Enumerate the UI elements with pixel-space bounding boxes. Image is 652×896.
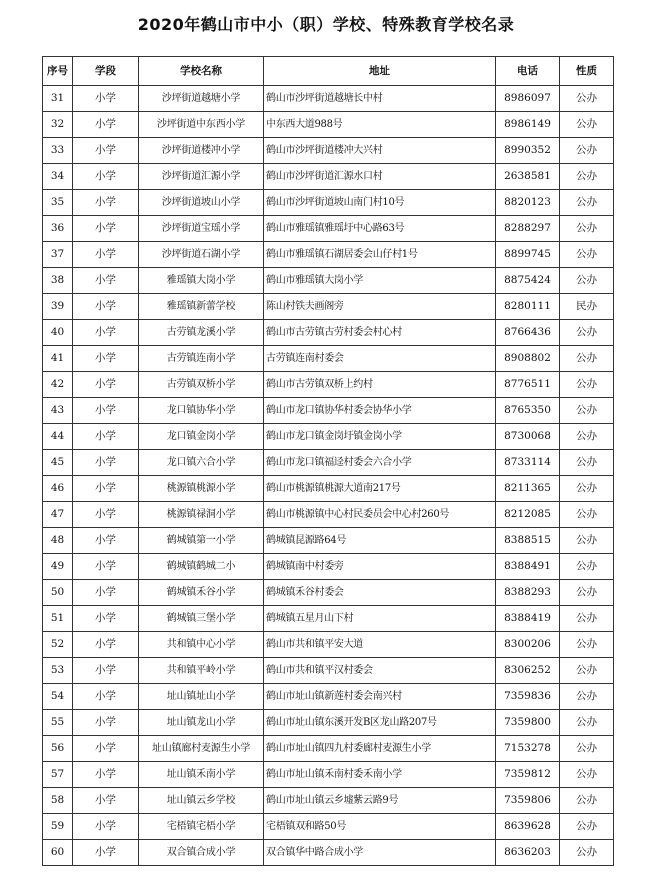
table-row: [43, 606, 614, 632]
row-seq: 58: [43, 788, 73, 814]
row-seq: 54: [43, 684, 73, 710]
row-address: 鹤山市龙口镇金岗圩镇金岗小学: [264, 424, 496, 450]
row-seq: 57: [43, 762, 73, 788]
row-address: 中东西大道988号: [264, 112, 496, 138]
row-seq: 48: [43, 528, 73, 554]
table-row: [43, 788, 614, 814]
row-phone: 8990352: [496, 138, 560, 164]
row-level: 小学: [73, 762, 139, 788]
row-nature: 公办: [560, 216, 614, 242]
row-level: 小学: [73, 424, 139, 450]
row-seq: 39: [43, 294, 73, 320]
row-school-name: 雅瑶镇新蕾学校: [139, 294, 264, 320]
row-address: 鹤山市共和镇平汉村委会: [264, 658, 496, 684]
row-phone: 8300206: [496, 632, 560, 658]
row-seq: 35: [43, 190, 73, 216]
header-school-name: 学校名称: [139, 57, 264, 86]
row-nature: 公办: [560, 268, 614, 294]
table-body: [43, 86, 614, 866]
row-address: 鹤山市址山镇云乡墟紫云路9号: [264, 788, 496, 814]
row-address: 鹤山市雅瑶镇石湖居委会山仔村1号: [264, 242, 496, 268]
row-seq: 56: [43, 736, 73, 762]
row-level: 小学: [73, 86, 139, 112]
row-nature: 公办: [560, 632, 614, 658]
row-level: 小学: [73, 190, 139, 216]
row-nature: 公办: [560, 814, 614, 840]
row-nature: 公办: [560, 164, 614, 190]
row-address: 鹤山市共和镇平安大道: [264, 632, 496, 658]
row-seq: 32: [43, 112, 73, 138]
row-seq: 36: [43, 216, 73, 242]
table-row: [43, 840, 614, 866]
row-seq: 45: [43, 450, 73, 476]
row-school-name: 桃源镇桃源小学: [139, 476, 264, 502]
row-level: 小学: [73, 840, 139, 866]
table-row: [43, 528, 614, 554]
row-nature: 公办: [560, 736, 614, 762]
page-title: 2020年鹤山市中小（职）学校、特殊教育学校名录: [137, 15, 515, 34]
table-row: [43, 86, 614, 112]
row-level: 小学: [73, 528, 139, 554]
table-row: [43, 554, 614, 580]
row-school-name: 共和镇平岭小学: [139, 658, 264, 684]
row-school-name: 桃源镇禄洞小学: [139, 502, 264, 528]
row-nature: 公办: [560, 190, 614, 216]
table-row: [43, 138, 614, 164]
row-nature: 公办: [560, 658, 614, 684]
row-school-name: 沙坪街道中东西小学: [139, 112, 264, 138]
row-nature: 公办: [560, 372, 614, 398]
row-school-name: 址山镇址山小学: [139, 684, 264, 710]
table-row: [43, 320, 614, 346]
row-phone: 7359836: [496, 684, 560, 710]
row-seq: 59: [43, 814, 73, 840]
row-level: 小学: [73, 164, 139, 190]
row-level: 小学: [73, 476, 139, 502]
row-nature: 公办: [560, 502, 614, 528]
row-phone: 8388515: [496, 528, 560, 554]
row-school-name: 龙口镇协华小学: [139, 398, 264, 424]
row-phone: 8388419: [496, 606, 560, 632]
row-seq: 43: [43, 398, 73, 424]
table-row: [43, 242, 614, 268]
row-phone: 8636203: [496, 840, 560, 866]
row-address: 双合镇华中路合成小学: [264, 840, 496, 866]
header-nature: 性质: [560, 57, 614, 86]
row-school-name: 址山镇龙山小学: [139, 710, 264, 736]
row-level: 小学: [73, 112, 139, 138]
row-phone: 8986149: [496, 112, 560, 138]
row-phone: 8875424: [496, 268, 560, 294]
row-phone: 8639628: [496, 814, 560, 840]
row-phone: 7359800: [496, 710, 560, 736]
row-address: 古劳镇连南村委会: [264, 346, 496, 372]
row-level: 小学: [73, 502, 139, 528]
row-seq: 34: [43, 164, 73, 190]
row-nature: 公办: [560, 476, 614, 502]
row-school-name: 沙坪街道石湖小学: [139, 242, 264, 268]
row-address: 鹤山市址山镇四九村委廊村麦源生小学: [264, 736, 496, 762]
row-level: 小学: [73, 710, 139, 736]
row-school-name: 龙口镇六合小学: [139, 450, 264, 476]
row-address: 鹤山市桃源镇中心村民委员会中心村260号: [264, 502, 496, 528]
school-directory-table: [42, 56, 614, 866]
table-row: [43, 736, 614, 762]
row-nature: 公办: [560, 528, 614, 554]
row-phone: 8776511: [496, 372, 560, 398]
row-level: 小学: [73, 554, 139, 580]
table-header-row: [43, 57, 614, 86]
table-row: [43, 424, 614, 450]
row-phone: 7359812: [496, 762, 560, 788]
row-school-name: 沙坪街道宝瑶小学: [139, 216, 264, 242]
row-seq: 31: [43, 86, 73, 112]
row-school-name: 鹤城镇鹤城二小: [139, 554, 264, 580]
row-nature: 公办: [560, 242, 614, 268]
row-address: 鹤山市沙坪街道楼冲大兴村: [264, 138, 496, 164]
row-nature: 公办: [560, 684, 614, 710]
row-nature: 公办: [560, 320, 614, 346]
header-seq: 序号: [43, 57, 73, 86]
row-school-name: 龙口镇金岗小学: [139, 424, 264, 450]
row-seq: 41: [43, 346, 73, 372]
row-phone: 8306252: [496, 658, 560, 684]
row-seq: 40: [43, 320, 73, 346]
row-address: 鹤山市桃源镇桃源大道南217号: [264, 476, 496, 502]
row-level: 小学: [73, 346, 139, 372]
row-phone: 8211365: [496, 476, 560, 502]
row-seq: 42: [43, 372, 73, 398]
row-phone: 7359806: [496, 788, 560, 814]
row-nature: 公办: [560, 710, 614, 736]
table-row: [43, 346, 614, 372]
row-phone: 8765350: [496, 398, 560, 424]
row-nature: 公办: [560, 554, 614, 580]
row-seq: 37: [43, 242, 73, 268]
row-seq: 46: [43, 476, 73, 502]
row-phone: 8212085: [496, 502, 560, 528]
row-seq: 60: [43, 840, 73, 866]
row-phone: 8986097: [496, 86, 560, 112]
row-nature: 公办: [560, 580, 614, 606]
row-school-name: 双合镇合成小学: [139, 840, 264, 866]
row-school-name: 址山镇云乡学校: [139, 788, 264, 814]
row-phone: 8820123: [496, 190, 560, 216]
row-nature: 公办: [560, 86, 614, 112]
table-row: [43, 762, 614, 788]
row-phone: 8288297: [496, 216, 560, 242]
row-seq: 33: [43, 138, 73, 164]
row-nature: 公办: [560, 424, 614, 450]
row-address: 鹤山市沙坪街道汇源水口村: [264, 164, 496, 190]
row-level: 小学: [73, 268, 139, 294]
row-level: 小学: [73, 788, 139, 814]
row-phone: 8766436: [496, 320, 560, 346]
row-school-name: 共和镇中心小学: [139, 632, 264, 658]
row-address: 鹤山市沙坪街道坡山南门村10号: [264, 190, 496, 216]
row-address: 鹤山市古劳镇双桥上约村: [264, 372, 496, 398]
row-school-name: 古劳镇双桥小学: [139, 372, 264, 398]
table-row: [43, 112, 614, 138]
row-address: 鹤山市龙口镇协华村委会协华小学: [264, 398, 496, 424]
table-row: [43, 580, 614, 606]
row-nature: 公办: [560, 840, 614, 866]
row-address: 鹤城镇禾谷村委会: [264, 580, 496, 606]
row-seq: 51: [43, 606, 73, 632]
row-school-name: 址山镇廊村麦源生小学: [139, 736, 264, 762]
row-phone: 8730068: [496, 424, 560, 450]
row-address: 鹤山市雅瑶镇大岗小学: [264, 268, 496, 294]
row-nature: 公办: [560, 112, 614, 138]
row-phone: 8280111: [496, 294, 560, 320]
row-address: 鹤山市址山镇新莲村委会南兴村: [264, 684, 496, 710]
row-seq: 49: [43, 554, 73, 580]
row-phone: 8899745: [496, 242, 560, 268]
row-level: 小学: [73, 294, 139, 320]
row-address: 陈山村铁夫画阁旁: [264, 294, 496, 320]
row-address: 鹤山市址山镇东溪开发B区龙山路207号: [264, 710, 496, 736]
row-level: 小学: [73, 320, 139, 346]
row-level: 小学: [73, 632, 139, 658]
row-school-name: 沙坪街道楼冲小学: [139, 138, 264, 164]
row-nature: 公办: [560, 450, 614, 476]
header-phone: 电话: [496, 57, 560, 86]
row-school-name: 沙坪街道汇源小学: [139, 164, 264, 190]
row-address: 鹤山市沙坪街道越塘长中村: [264, 86, 496, 112]
row-nature: 公办: [560, 788, 614, 814]
row-address: 鹤城镇五星月山下村: [264, 606, 496, 632]
row-nature: 公办: [560, 398, 614, 424]
row-address: 鹤山市龙口镇福迳村委会六合小学: [264, 450, 496, 476]
table-row: [43, 632, 614, 658]
table-row: [43, 684, 614, 710]
row-seq: 38: [43, 268, 73, 294]
row-seq: 52: [43, 632, 73, 658]
row-address: 鹤城镇南中村委旁: [264, 554, 496, 580]
row-phone: 2638581: [496, 164, 560, 190]
row-nature: 公办: [560, 138, 614, 164]
row-level: 小学: [73, 684, 139, 710]
row-phone: 8908802: [496, 346, 560, 372]
table-row: [43, 268, 614, 294]
row-address: 鹤山市古劳镇古劳村委会村心村: [264, 320, 496, 346]
row-address: 鹤山市址山镇禾南村委禾南小学: [264, 762, 496, 788]
table-row: [43, 398, 614, 424]
row-school-name: 鹤城镇第一小学: [139, 528, 264, 554]
header-address: 地址: [264, 57, 496, 86]
row-school-name: 宅梧镇宅梧小学: [139, 814, 264, 840]
table-row: [43, 476, 614, 502]
row-level: 小学: [73, 658, 139, 684]
row-school-name: 沙坪街道越塘小学: [139, 86, 264, 112]
row-school-name: 古劳镇龙溪小学: [139, 320, 264, 346]
table-row: [43, 216, 614, 242]
row-address: 宅梧镇双和路50号: [264, 814, 496, 840]
table-row: [43, 164, 614, 190]
row-level: 小学: [73, 216, 139, 242]
row-level: 小学: [73, 736, 139, 762]
row-address: 鹤城镇昆源路64号: [264, 528, 496, 554]
row-school-name: 鹤城镇三堡小学: [139, 606, 264, 632]
row-level: 小学: [73, 450, 139, 476]
row-school-name: 址山镇禾南小学: [139, 762, 264, 788]
row-seq: 53: [43, 658, 73, 684]
table-row: [43, 502, 614, 528]
header-level: 学段: [73, 57, 139, 86]
row-level: 小学: [73, 580, 139, 606]
row-school-name: 雅瑶镇大岗小学: [139, 268, 264, 294]
row-seq: 47: [43, 502, 73, 528]
row-phone: 8388491: [496, 554, 560, 580]
row-phone: 8733114: [496, 450, 560, 476]
row-phone: 8388293: [496, 580, 560, 606]
row-nature: 公办: [560, 606, 614, 632]
row-school-name: 鹤城镇禾谷小学: [139, 580, 264, 606]
row-level: 小学: [73, 372, 139, 398]
row-seq: 44: [43, 424, 73, 450]
row-level: 小学: [73, 138, 139, 164]
row-level: 小学: [73, 814, 139, 840]
row-level: 小学: [73, 242, 139, 268]
row-nature: 民办: [560, 294, 614, 320]
table-row: [43, 710, 614, 736]
row-seq: 55: [43, 710, 73, 736]
row-seq: 50: [43, 580, 73, 606]
table-row: [43, 372, 614, 398]
row-address: 鹤山市雅瑶镇雅瑶圩中心路63号: [264, 216, 496, 242]
row-nature: 公办: [560, 346, 614, 372]
table-row: [43, 294, 614, 320]
row-nature: 公办: [560, 762, 614, 788]
table-row: [43, 814, 614, 840]
table-row: [43, 658, 614, 684]
table-row: [43, 450, 614, 476]
row-level: 小学: [73, 398, 139, 424]
row-level: 小学: [73, 606, 139, 632]
row-phone: 7153278: [496, 736, 560, 762]
row-school-name: 古劳镇连南小学: [139, 346, 264, 372]
table-row: [43, 190, 614, 216]
row-school-name: 沙坪街道坡山小学: [139, 190, 264, 216]
